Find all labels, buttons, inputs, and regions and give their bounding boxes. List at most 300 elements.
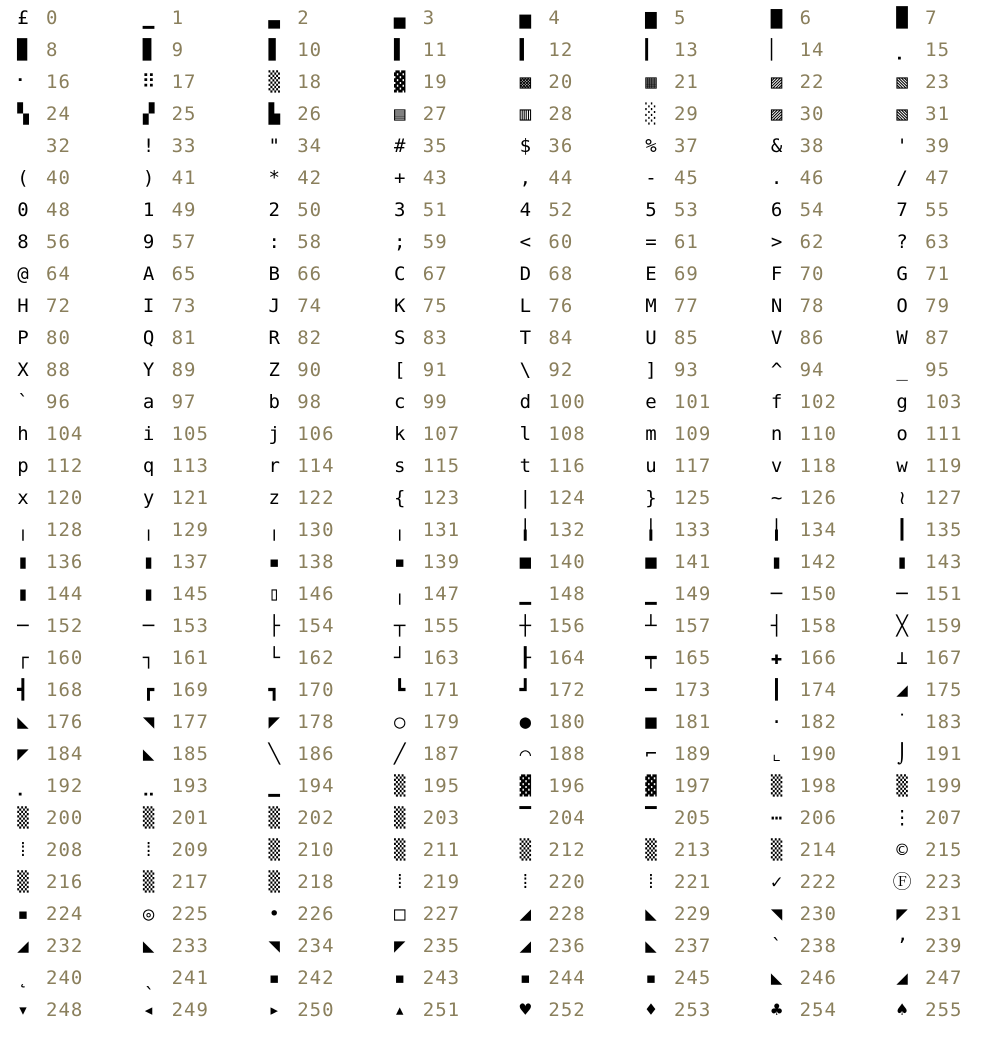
char-cell [760,34,886,66]
char-code: 221 [673,871,712,893]
char-code: 1 [171,7,185,29]
char-code: 83 [422,327,448,349]
char-cell [257,866,383,898]
char-code: 195 [422,775,461,797]
char-glyph: ⣀ [141,775,156,797]
char-code: 67 [422,263,448,285]
char-glyph: b [268,391,280,413]
char-code: 230 [799,903,837,925]
char-glyph: ▒ [519,839,532,861]
char-code: 8 [46,39,59,61]
char-glyph: ■ [645,551,657,573]
char-glyph: : [268,231,280,253]
char-code: 182 [799,711,837,733]
char-cell [383,578,509,610]
char-code: 253 [673,999,712,1021]
char-cell [383,962,509,994]
char-cell [132,962,258,994]
char-cell [383,418,509,450]
char-glyph: ┏ [142,679,155,701]
char-cell [508,290,634,322]
char-code: 76 [548,295,574,317]
char-glyph: ▮ [770,551,783,573]
char-code: 96 [46,391,71,413]
char-glyph: O [896,295,908,317]
char-glyph: ┤ [770,615,783,637]
char-glyph: ▪ [519,967,532,989]
char-glyph: U [645,327,657,349]
char-cell [885,514,1005,546]
char-glyph: f [770,391,783,413]
char-cell [885,66,1005,98]
char-code: 3 [422,7,436,29]
char-glyph: ▍ [519,39,532,61]
char-cell [508,194,634,226]
char-code: 196 [548,775,586,797]
char-glyph: ≀ [898,487,906,509]
char-code: 0 [46,7,59,29]
char-cell [6,194,132,226]
char-code: 167 [925,647,963,669]
char-code: 183 [925,711,963,733]
char-glyph: g [896,391,908,413]
char-code: 144 [46,583,84,605]
char-glyph: C [394,263,406,285]
char-code: 236 [548,935,586,957]
char-code: 2 [297,7,310,29]
char-glyph: ▒ [142,807,155,829]
char-cell [383,354,509,386]
char-cell [6,834,132,866]
char-cell [257,34,383,66]
char-glyph: © [896,839,908,861]
char-code: 254 [799,999,837,1021]
char-glyph: 2 [268,199,280,221]
char-code: 19 [422,71,448,93]
char-cell [634,258,760,290]
char-glyph: ◣ [142,935,155,957]
char-cell [760,930,886,962]
char-code: 101 [673,391,712,413]
char-glyph: ▌ [394,39,406,61]
char-glyph: ▔ [519,807,532,829]
char-glyph: Y [142,359,155,381]
char-code: 186 [297,743,335,765]
char-code: 133 [673,519,712,541]
char-code: 170 [297,679,335,701]
char-glyph: ▪ [394,967,406,989]
char-cell [132,546,258,578]
char-cell [257,450,383,482]
char-code: 95 [925,359,951,381]
char-cell [760,546,886,578]
char-code: 194 [297,775,335,797]
char-cell [634,546,760,578]
char-cell [132,66,258,98]
char-code: 55 [925,199,951,221]
char-code: 241 [171,967,209,989]
char-cell [508,674,634,706]
char-code: 106 [297,423,335,445]
char-glyph: * [268,167,280,189]
char-glyph: ╱ [394,743,406,765]
char-cell [257,2,383,34]
char-code: 177 [171,711,209,733]
char-cell [634,226,760,258]
char-cell [6,578,132,610]
char-code: 105 [171,423,209,445]
char-glyph: ⠂ [16,71,30,93]
char-glyph: ▨ [770,71,783,93]
char-cell [257,546,383,578]
char-code: 139 [422,551,461,573]
char-code: 209 [171,839,209,861]
char-code: 93 [673,359,699,381]
char-code: 242 [297,967,335,989]
char-cell [760,418,886,450]
char-glyph: ┘ [394,647,406,669]
char-glyph: T [519,327,532,349]
char-code: 219 [422,871,461,893]
char-cell [508,514,634,546]
char-cell [132,674,258,706]
char-code: 25 [171,103,197,125]
char-glyph: 3 [394,199,406,221]
char-code: 112 [46,455,84,477]
char-cell [760,770,886,802]
char-glyph: · [770,711,783,733]
char-code: 252 [548,999,586,1021]
char-glyph: F [770,263,783,285]
char-glyph: o [896,423,908,445]
char-cell [132,98,258,130]
char-code: 130 [297,519,335,541]
char-cell [508,418,634,450]
char-cell [132,450,258,482]
char-code: 227 [422,903,461,925]
char-glyph: B [268,263,280,285]
char-code: 166 [799,647,837,669]
char-cell [634,994,760,1026]
char-cell [6,738,132,770]
char-code: 35 [422,135,448,157]
char-cell [257,706,383,738]
char-code: 250 [297,999,335,1021]
char-glyph: ♦ [645,999,657,1021]
char-code: 9 [171,39,185,61]
char-code: 181 [673,711,712,733]
char-code: 32 [46,135,71,157]
char-code: 54 [799,199,825,221]
char-glyph: ▁ [142,7,155,29]
char-glyph: ▯ [268,583,280,605]
char-cell [383,322,509,354]
char-glyph: a [142,391,155,413]
char-glyph: ⠿ [141,71,156,93]
char-cell [760,130,886,162]
char-glyph: ⡀ [895,39,910,61]
char-code: 211 [422,839,461,861]
char-code: 78 [799,295,825,317]
char-cell [257,578,383,610]
char-cell [634,930,760,962]
char-cell [885,130,1005,162]
char-code: 255 [925,999,963,1021]
char-code: 146 [297,583,335,605]
char-code: 12 [548,39,574,61]
char-glyph: d [519,391,532,413]
char-code: 44 [548,167,574,189]
char-code: 11 [422,39,448,61]
char-cell [6,322,132,354]
char-cell [760,706,886,738]
char-glyph: ▆ [645,7,657,29]
char-code: 103 [925,391,963,413]
char-code: 115 [422,455,461,477]
char-code: 160 [46,647,84,669]
char-code: 42 [297,167,323,189]
char-glyph: ◎ [142,903,155,925]
char-cell [634,386,760,418]
char-glyph: ▮ [17,551,29,573]
char-glyph: ╷ [142,519,155,541]
char-cell [257,258,383,290]
char-cell [885,770,1005,802]
char-code: 173 [673,679,712,701]
char-glyph: ░ [645,103,657,125]
char-code: 154 [297,615,335,637]
char-cell [383,482,509,514]
char-cell [383,194,509,226]
char-glyph: ⡀ [16,775,30,797]
char-cell [634,450,760,482]
char-code: 92 [548,359,574,381]
char-glyph: ◤ [17,743,29,765]
char-glyph [6,130,40,162]
char-cell [6,610,132,642]
char-code: 40 [46,167,71,189]
char-cell [885,354,1005,386]
char-cell [383,674,509,706]
char-glyph: ◣ [142,743,155,765]
char-glyph: ◣ [645,903,657,925]
char-cell [885,226,1005,258]
char-glyph: ┠ [519,647,532,669]
char-glyph: ▮ [17,583,29,605]
char-glyph: ◥ [770,903,783,925]
char-code: 10 [297,39,323,61]
char-cell [257,194,383,226]
char-code: 117 [673,455,712,477]
char-glyph: v [770,455,783,477]
char-glyph: ▒ [17,871,29,893]
char-cell [508,546,634,578]
char-glyph: ▏ [770,39,783,61]
char-code: 145 [171,583,209,605]
char-glyph: ♠ [896,999,908,1021]
char-cell [634,2,760,34]
char-glyph: ? [896,231,908,253]
char-cell [885,674,1005,706]
char-cell [132,738,258,770]
char-code: 203 [422,807,461,829]
char-cell [132,354,258,386]
char-glyph: 1 [142,199,155,221]
char-cell [634,418,760,450]
char-cell [6,802,132,834]
char-glyph: ▪ [645,967,657,989]
char-cell [885,418,1005,450]
char-glyph: $ [519,135,532,157]
char-cell [508,450,634,482]
char-glyph: └ [268,647,280,669]
char-glyph: - [645,167,657,189]
char-code: 184 [46,743,84,765]
char-glyph: ╷ [394,519,406,541]
char-cell [634,130,760,162]
char-code: 27 [422,103,448,125]
char-code: 161 [171,647,209,669]
char-cell [885,642,1005,674]
char-code: 134 [799,519,837,541]
char-code: 197 [673,775,712,797]
char-code: 86 [799,327,825,349]
char-cell [760,642,886,674]
char-code: 43 [422,167,448,189]
char-code: 226 [297,903,335,925]
char-cell [760,450,886,482]
char-cell [257,770,383,802]
char-cell [6,546,132,578]
char-glyph: ▄ [394,7,406,29]
char-cell [257,930,383,962]
char-cell [6,770,132,802]
char-code: 157 [673,615,712,637]
char-cell [132,162,258,194]
char-glyph: ▔ [645,807,657,829]
char-cell [132,2,258,34]
char-code: 51 [422,199,448,221]
char-cell [383,98,509,130]
char-glyph: £ [17,7,29,29]
char-code: 158 [799,615,837,637]
char-code: 140 [548,551,586,573]
char-cell [508,930,634,962]
char-cell [6,674,132,706]
char-cell [132,514,258,546]
char-code: 188 [548,743,586,765]
char-glyph: I [142,295,155,317]
char-glyph: ┛ [519,679,532,701]
char-cell [634,578,760,610]
char-glyph: ▒ [896,775,908,797]
char-cell [885,290,1005,322]
char-cell [508,610,634,642]
char-glyph: ▚ [17,103,29,125]
char-glyph: ╳ [896,615,908,637]
char-code: 59 [422,231,448,253]
char-code: 16 [46,71,71,93]
char-glyph: ▩ [519,71,532,93]
char-code: 14 [799,39,825,61]
char-cell [6,130,132,162]
char-code: 171 [422,679,461,701]
char-glyph: ' [896,135,908,157]
char-cell [383,834,509,866]
char-glyph: ▓ [394,71,406,93]
char-code: 39 [925,135,951,157]
char-glyph: _ [896,359,908,381]
char-code: 247 [925,967,963,989]
char-code: 223 [925,871,963,893]
char-code: 149 [673,583,712,605]
char-code: 50 [297,199,323,221]
char-cell [508,354,634,386]
char-code: 107 [422,423,461,445]
char-code: 137 [171,551,209,573]
char-code: 147 [422,583,461,605]
char-glyph: ┯ [645,647,657,669]
char-cell [132,322,258,354]
char-glyph: ┫ [17,679,29,701]
char-cell [760,162,886,194]
char-code: 75 [422,295,448,317]
char-cell [383,642,509,674]
char-code: 245 [673,967,712,989]
char-cell [383,386,509,418]
char-code: 189 [673,743,712,765]
char-code: 156 [548,615,586,637]
char-cell [508,258,634,290]
char-glyph: ✓ [770,871,783,893]
char-glyph: ▋ [268,39,280,61]
char-code: 193 [171,775,209,797]
char-code: 21 [673,71,699,93]
char-code: 192 [46,775,84,797]
char-glyph: ◥ [142,711,155,733]
char-cell [383,866,509,898]
char-code: 88 [46,359,71,381]
char-code: 118 [799,455,837,477]
char-code: 102 [799,391,837,413]
char-cell [132,930,258,962]
char-glyph: ; [394,231,406,253]
char-glyph: █ [896,7,908,29]
char-cell [885,98,1005,130]
char-code: 142 [799,551,837,573]
char-cell [383,610,509,642]
char-cell [634,322,760,354]
char-code: 136 [46,551,84,573]
char-glyph: u [645,455,657,477]
char-code: 66 [297,263,323,285]
char-cell [760,290,886,322]
char-code: 58 [297,231,323,253]
char-glyph: ˙ [896,711,908,733]
char-glyph: ◤ [896,903,908,925]
char-cell [6,98,132,130]
char-cell [132,130,258,162]
char-code: 215 [925,839,963,861]
char-glyph: ─ [142,615,155,637]
char-code: 63 [925,231,951,253]
char-glyph: ╷ [17,519,29,541]
char-code: 233 [171,935,209,957]
char-code: 152 [46,615,84,637]
char-code: 94 [799,359,825,381]
char-cell [634,770,760,802]
char-glyph: ┬ [394,615,406,637]
